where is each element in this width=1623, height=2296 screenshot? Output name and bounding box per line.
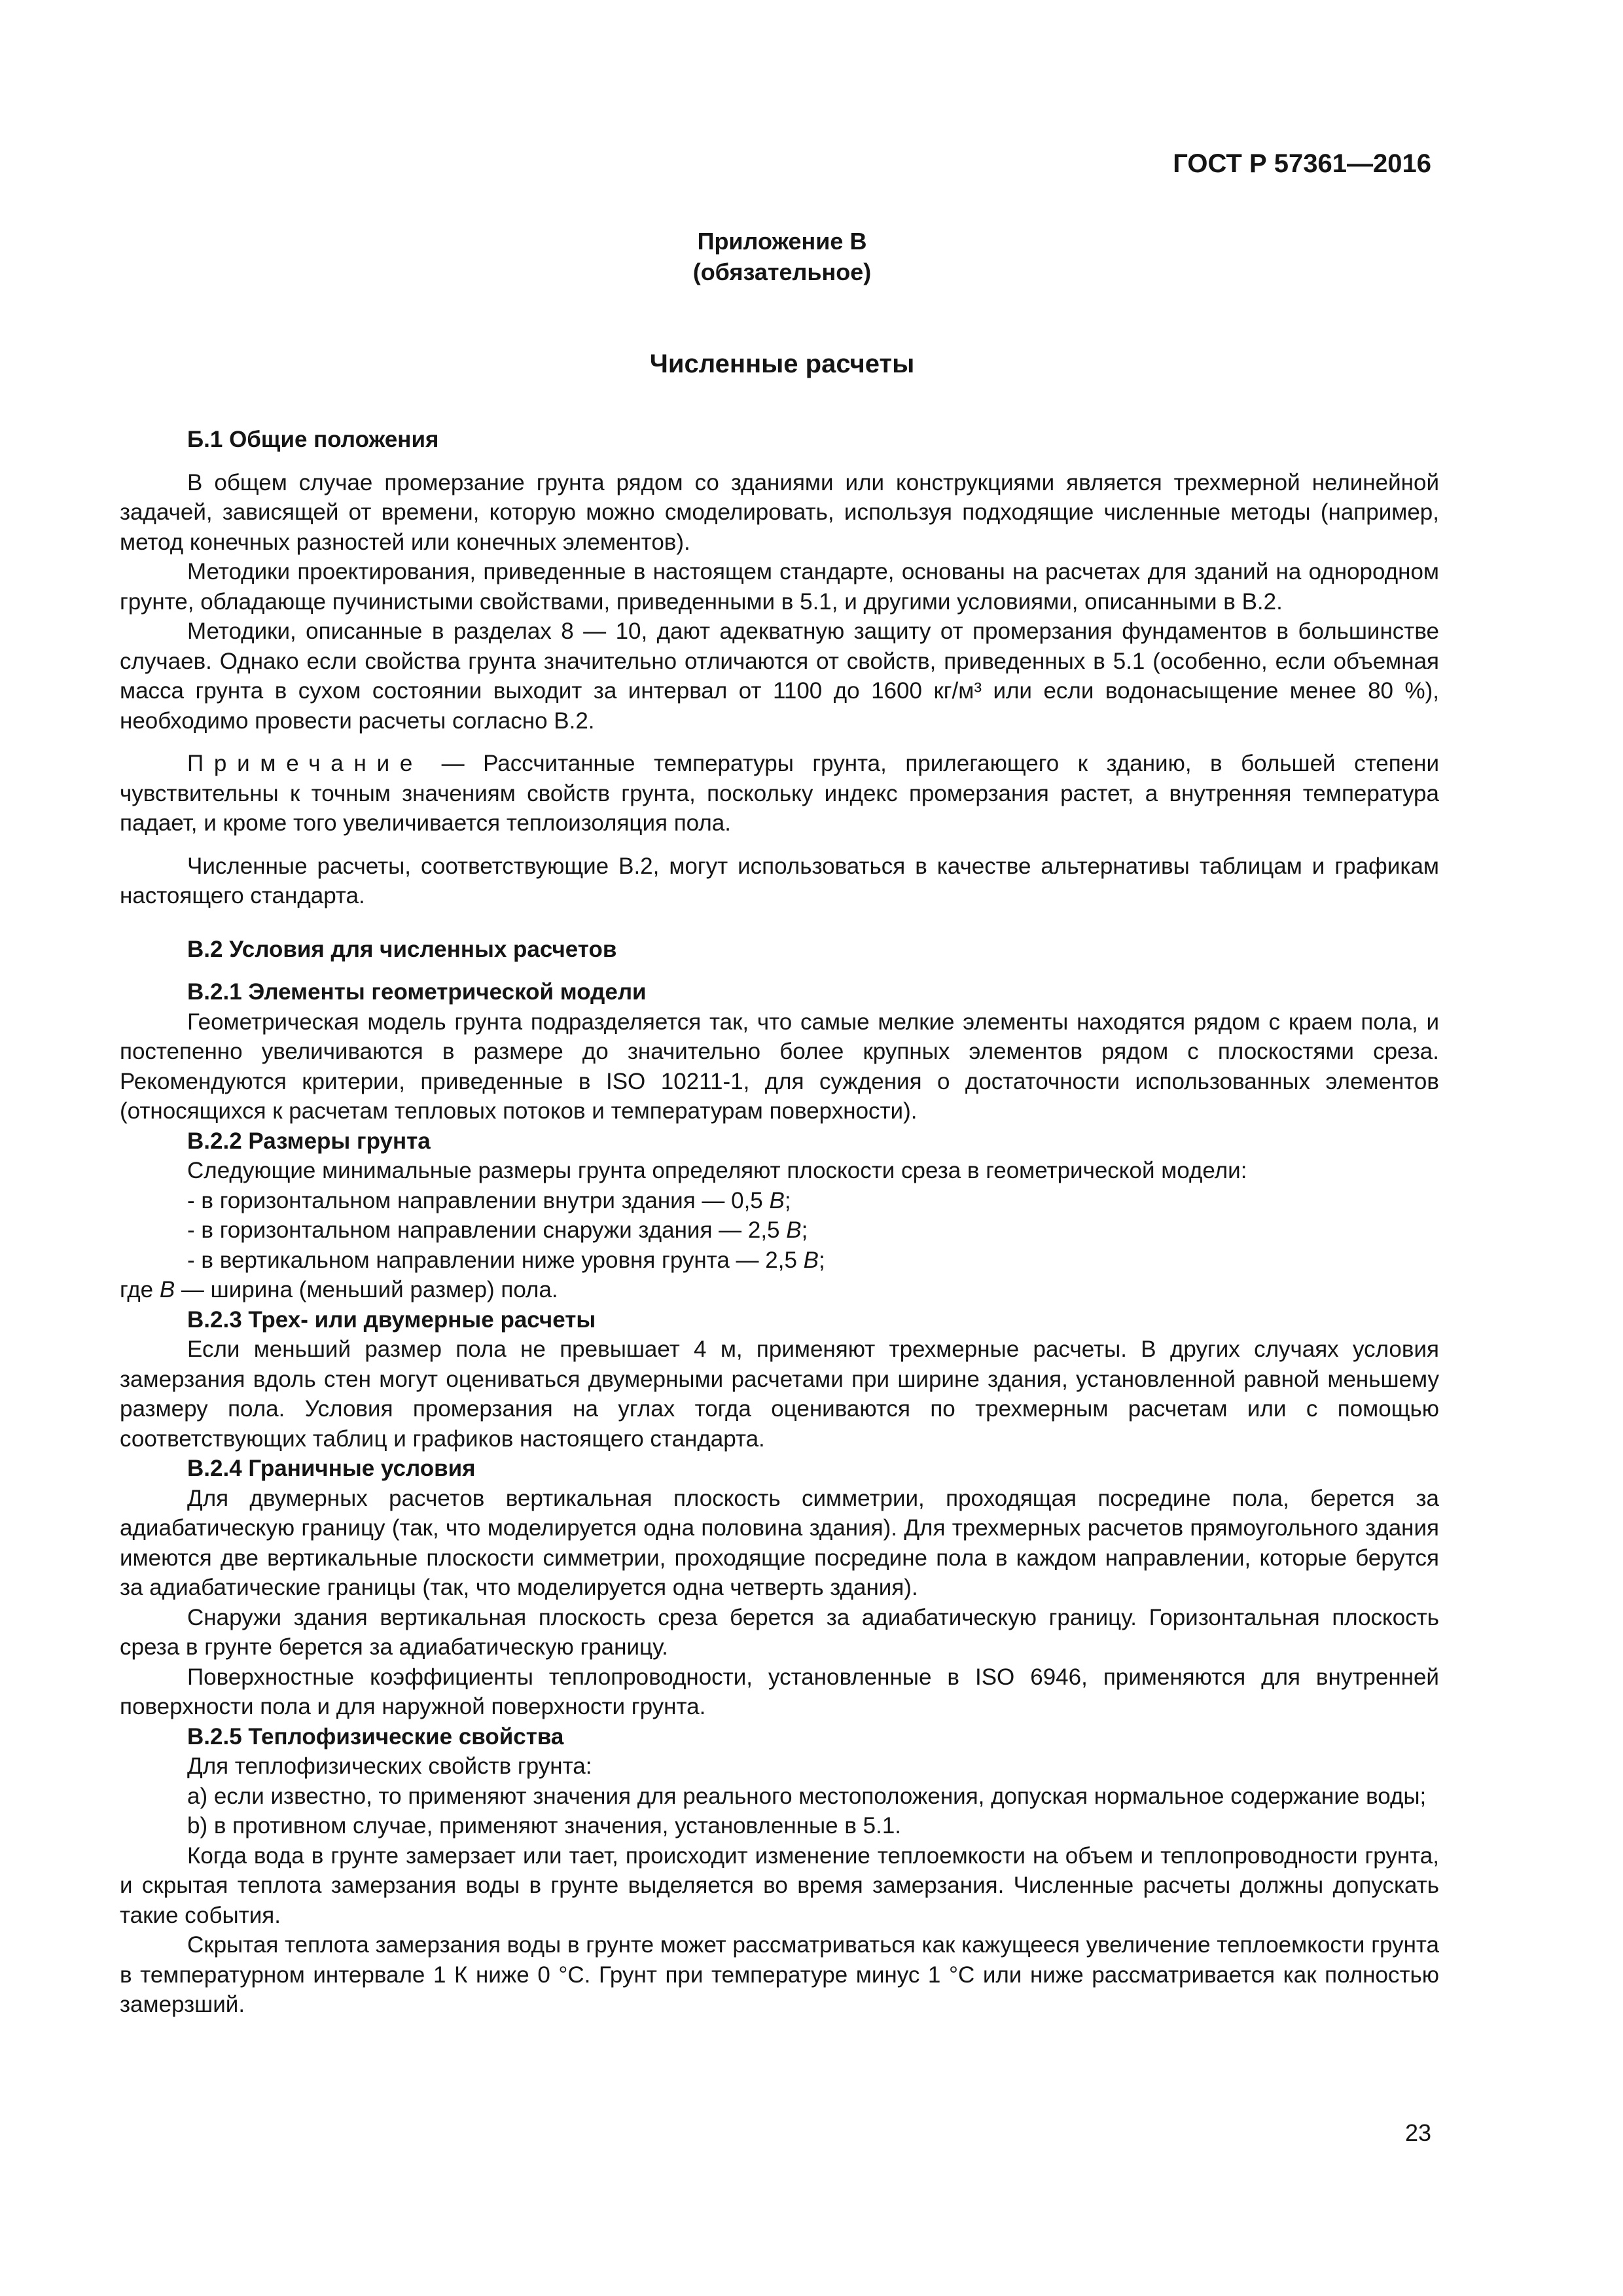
note-label: Примечание	[187, 751, 423, 776]
appendix-heading	[0, 226, 1564, 287]
subsection-heading: В.2.5 Теплофизические свойства	[187, 1723, 564, 1749]
paragraph: Если меньший размер пола не превышает 4 м, применяют трехмерные расчеты. В других случаях условия замерзания вдоль стен могут оцениваться двумерными расчетами при ширине здания, установленной равной меньшему размеру пола. Условия промерзания на углах тогда оцениваются по трехмерным расчетам или с помощью соответствующих таблиц и графиков настоящего стандарта.	[120, 1336, 1439, 1452]
paragraph: Для теплофизических свойств грунта:	[187, 1753, 592, 1779]
paragraph: Методики проектирования, приведенные в настоящем стандарте, основаны на расчетах для зданий на однородном грунте, обладающе пучинистыми свойствами, приведенными в 5.1, и другими условиями, описанными в В.2.	[120, 559, 1439, 615]
list-item: b) в противном случае, применяют значения, установленные в 5.1.	[187, 1813, 902, 1839]
paragraph: Методики, описанные в разделах 8 — 10, дают адекватную защиту от промерзания фундаментов в большинстве случаев. Однако если свойства грунта значительно отличаются от свойств, приведенных в 5.1 (особенно, если объемная масса грунта в сухом состоянии выходит за интервал от 1100 до 1600 кг/м³ или если водонасыщение менее 80 %), необходимо провести расчеты согласно В.2.	[120, 619, 1439, 734]
subsection-heading: В.2.2 Размеры грунта	[187, 1128, 431, 1154]
appendix-status: (обязательное)	[692, 259, 872, 285]
paragraph: Когда вода в грунте замерзает или тает, происходит изменение теплоемкости на объем и теплопроводности грунта, и скрытая теплота замерзания воды в грунте выделяется во время замерзания. Численные расчеты должны допускать такие события.	[120, 1842, 1439, 1928]
list-item: - в горизонтальном направлении снаружи здания — 2,5 B;	[187, 1217, 808, 1243]
list-item: - в вертикальном направлении ниже уровня грунта — 2,5 B;	[187, 1247, 825, 1273]
paragraph: В общем случае промерзание грунта рядом со зданиями или конструкциями является трехмерной нелинейной задачей, зависящей от времени, которую можно смоделировать, используя подходящие численные методы (например, метод конечных разностей или конечных элементов).	[120, 469, 1439, 555]
page-number: 23	[1404, 2119, 1431, 2146]
standard-number: ГОСТ Р 57361—2016	[1173, 149, 1431, 178]
document-body	[120, 425, 1439, 2020]
paragraph: Скрытая теплота замерзания воды в грунте может рассматриваться как кажущееся увеличение теплоемкости грунта в температурном интервале 1 К ниже 0 °С. Грунт при температуре минус 1 °С или ниже рассматривается как полностью замерзший.	[120, 1932, 1439, 2017]
paragraph: Следующие минимальные размеры грунта определяют плоскости среза в геометрической модели:	[187, 1158, 1247, 1183]
section-b2-heading: В.2 Условия для численных расчетов	[187, 936, 617, 962]
paragraph: Поверхностные коэффициенты теплопроводности, установленные в ISO 6946, применяются для внутренней поверхности пола и для наружной поверхности грунта.	[120, 1664, 1439, 1719]
list-item: а) если известно, то применяют значения для реального местоположения, допуская нормальное содержание воды;	[187, 1783, 1427, 1809]
note	[120, 749, 1439, 838]
definition-line: где B — ширина (меньший размер) пола.	[120, 1277, 558, 1302]
main-title: Численные расчеты	[649, 350, 915, 378]
paragraph: Геометрическая модель грунта подразделяется так, что самые мелкие элементы находятся рядом с краем пола, и постепенно увеличиваются в размере до значительно более крупных элементов рядом с плоскостями среза. Рекомендуются критерии, приведенные в ISO 10211-1, для суждения о достаточности использованных элементов (относящихся к расчетам тепловых потоков и температурам поверхности).	[120, 1009, 1439, 1124]
subsection-heading: В.2.1 Элементы геометрической модели	[187, 979, 647, 1005]
subsection-heading: В.2.4 Граничные условия	[187, 1456, 476, 1481]
paragraph: Снаружи здания вертикальная плоскость среза берется за адиабатическую границу. Горизонтальная плоскость среза в грунте берется за адиабатическую границу.	[120, 1604, 1439, 1660]
paragraph: Численные расчеты, соответствующие В.2, могут использоваться в качестве альтернативы таблицам и графикам настоящего стандарта.	[120, 853, 1439, 908]
subsection-heading: В.2.3 Трех- или двумерные расчеты	[187, 1306, 596, 1333]
paragraph: Для двумерных расчетов вертикальная плоскость симметрии, проходящая посредине пола, берется за адиабатическую границу (так, что моделируется одна половина здания). Для трехмерных расчетов прямоугольного здания имеются две вертикальные плоскости симметрии, проходящие посредине пола в каждом направлении, которые берутся за адиабатические границы (так, что моделируется одна четверть здания).	[120, 1485, 1439, 1600]
list-item: - в горизонтальном направлении внутри здания — 0,5 B;	[187, 1187, 791, 1213]
section-b1-heading: Б.1 Общие положения	[187, 427, 439, 452]
note-text: — Рассчитанные температуры грунта, прилегающего к зданию, в большей степени чувствительны к точным значениям свойств грунта, поскольку индекс промерзания растет, а внутренняя температура падает, и кроме того увеличивается теплоизоляция пола.	[120, 751, 1439, 836]
appendix-title: Приложение В	[697, 228, 867, 255]
